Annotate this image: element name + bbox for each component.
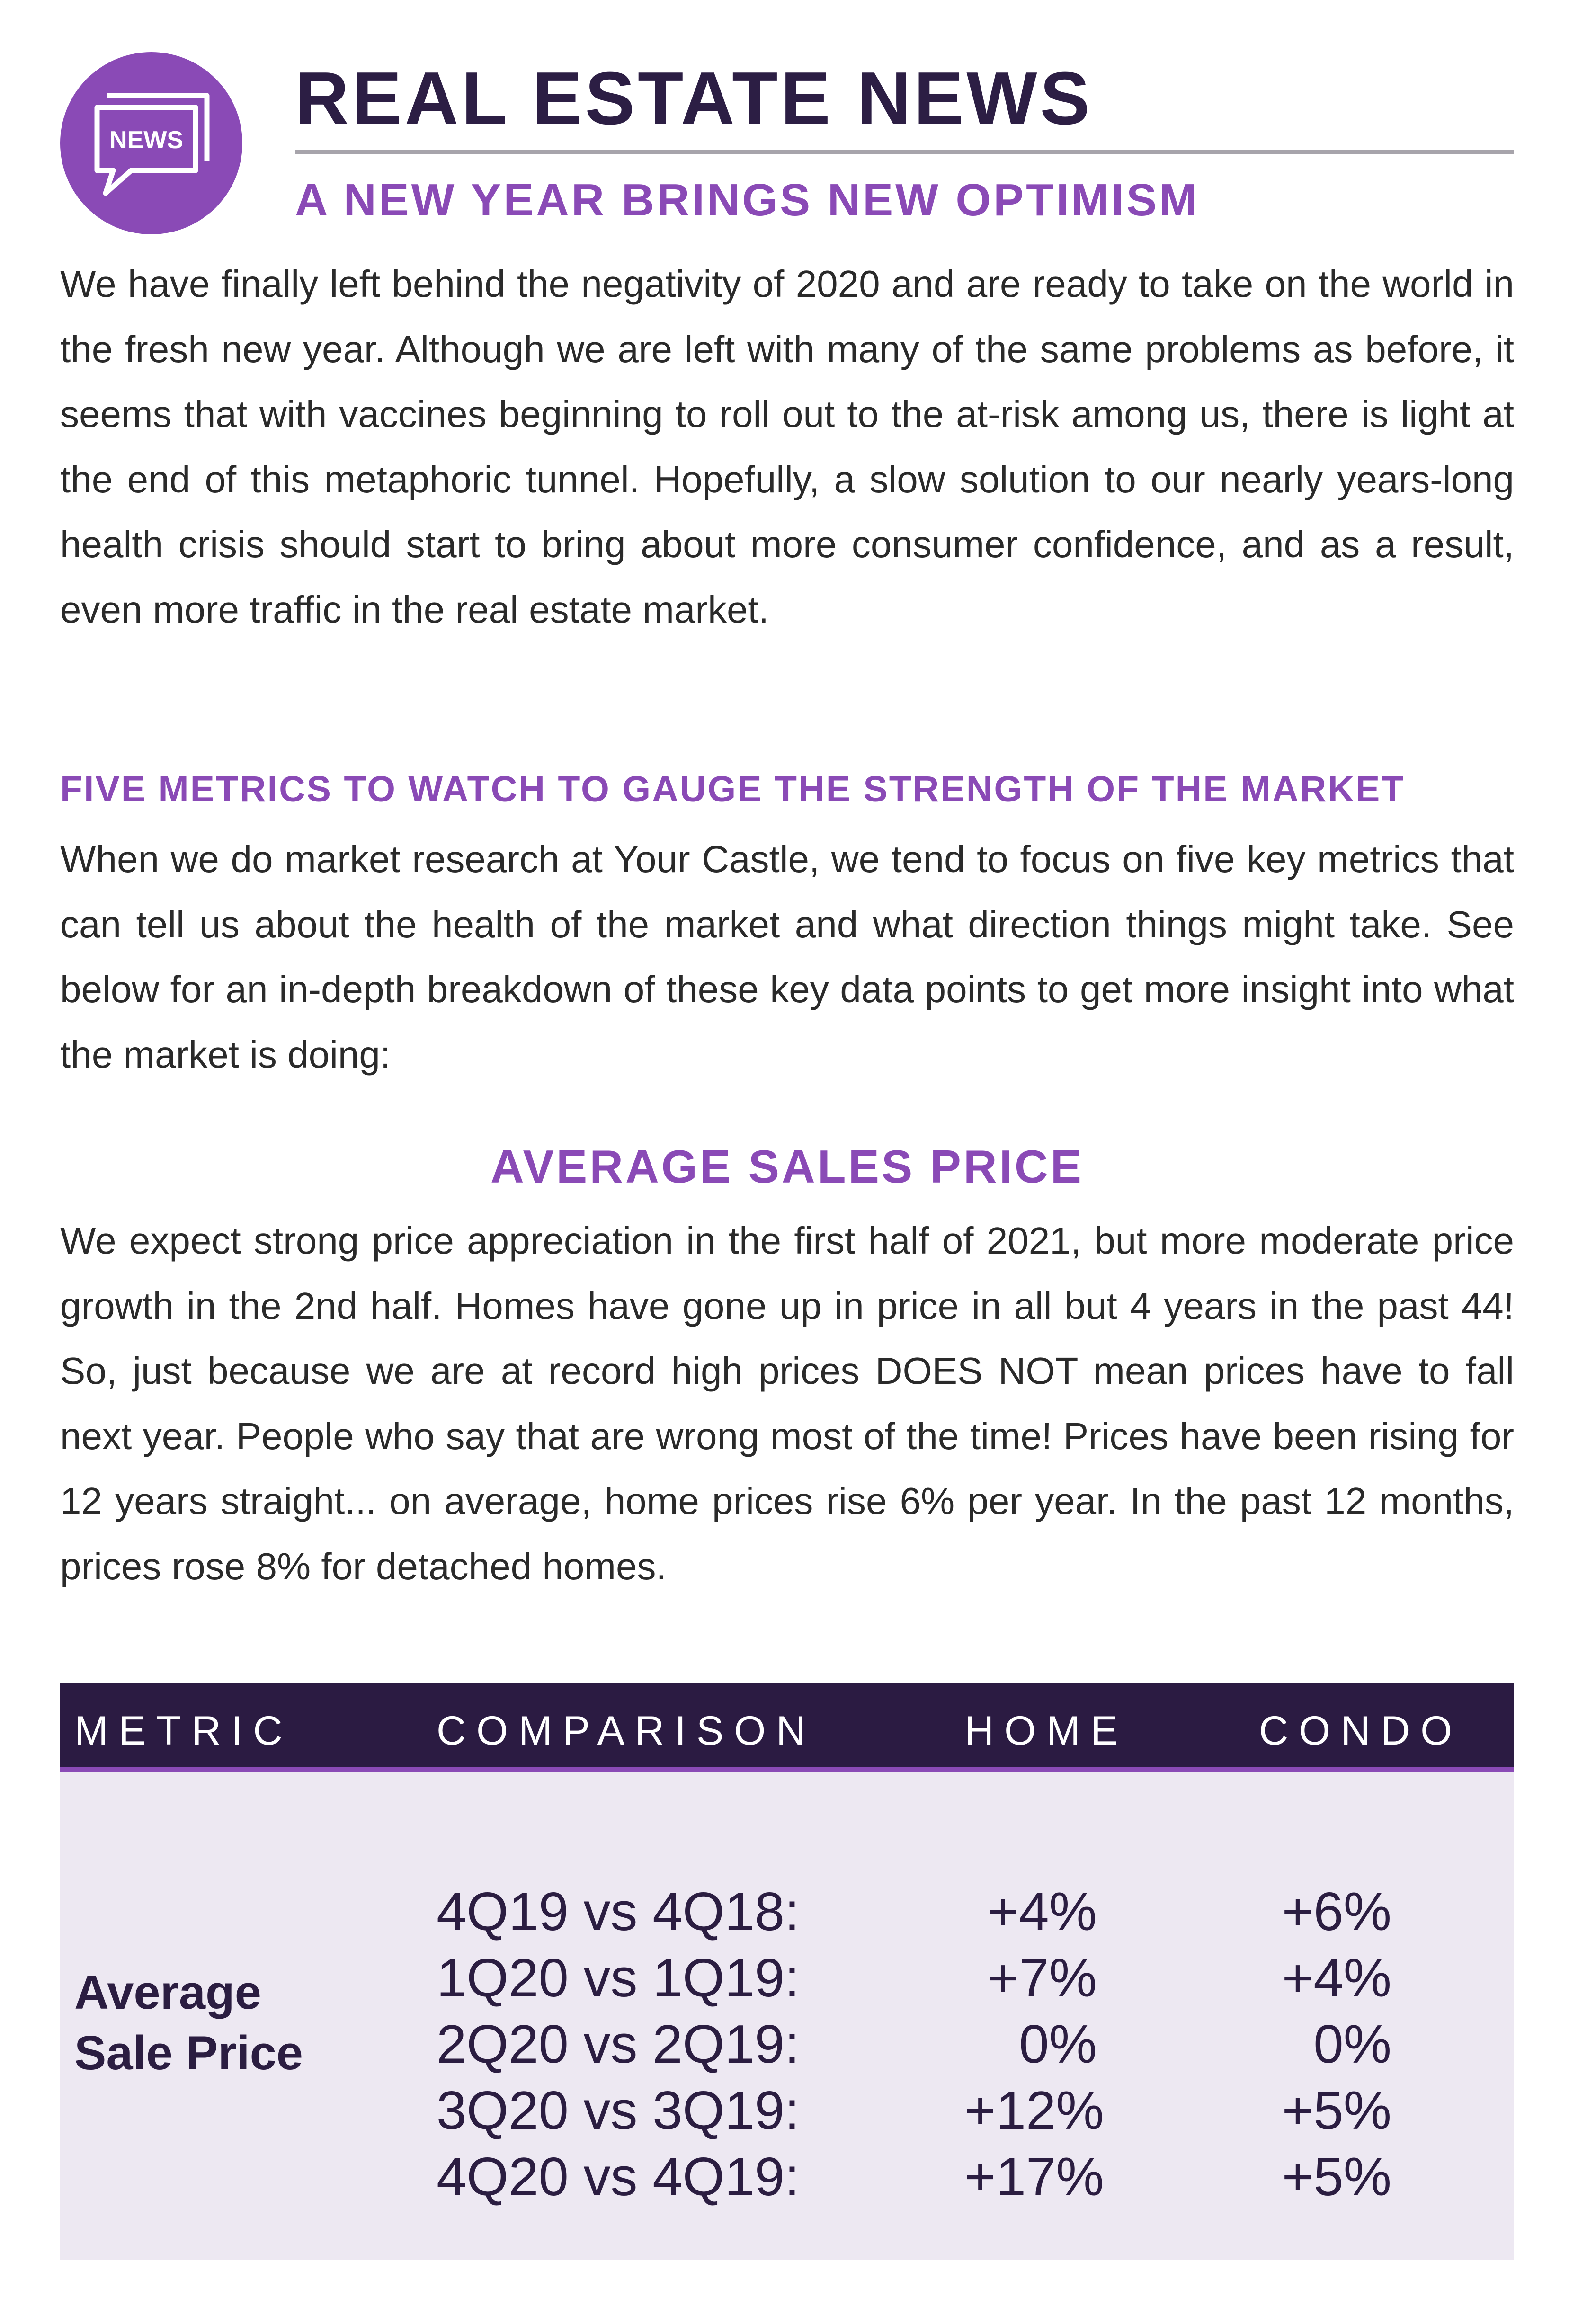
metric-label-line-2: Sale Price	[74, 2027, 303, 2080]
title-divider	[295, 150, 1514, 154]
table-row	[60, 2146, 1514, 2212]
condo-value-cell: +6%	[1282, 1882, 1391, 1942]
condo-value-cell: +4%	[1282, 1948, 1391, 2008]
comparison-cell: 4Q20 vs 4Q19:	[437, 2147, 800, 2207]
intro-paragraph: We have finally left behind the negativity of 2020 and are ready to take on the world in the fresh new year. Although we are left with many of the same problems as before, it seems that with vaccines beginning to roll out to the at-risk among us, there is light at the end of this metaphoric tunnel. Hopefully, a slow solution to our nearly years-long health crisis should start to bring about more consumer confidence, and as a result, even more traffic in the real estate market.	[60, 263, 1514, 631]
column-header-metric: METRIC	[74, 1708, 293, 1754]
home-value-cell: +17%	[964, 2147, 1104, 2207]
home-value-cell: +7%	[987, 1948, 1097, 2008]
column-header-condo: CONDO	[1259, 1708, 1463, 1754]
table-row	[60, 1947, 1514, 2013]
average-sales-price-paragraph: We expect strong price appreciation in the first half of 2021, but more moderate price growth in the 2nd half. Homes have gone up in price in all but 4 years in the past 44! So, just because we are at record high prices DOES NOT mean prices have to fall next year. People who say that are wrong most of the time! Prices have been rising for 12 years straight... on average, home prices rise 6% per year. In the past 12 months, prices rose 8% for detached homes.	[60, 1220, 1514, 1587]
comparison-cell: 4Q19 vs 4Q18:	[437, 1882, 800, 1942]
page-title: REAL ESTATE NEWS	[295, 57, 1093, 140]
table-row	[60, 2013, 1514, 2080]
table-row	[60, 1881, 1514, 1947]
news-speech-bubble-icon	[60, 52, 242, 234]
column-header-comparison: COMPARISON	[437, 1708, 816, 1754]
comparison-cell: 2Q20 vs 2Q19:	[437, 2014, 800, 2075]
metrics-table-body	[60, 1772, 1514, 2260]
news-badge-text: NEWS	[109, 126, 183, 154]
table-row	[60, 2080, 1514, 2146]
home-value-cell: +12%	[964, 2081, 1104, 2141]
metric-label-line-1: Average	[74, 1966, 261, 2019]
comparison-cell: 1Q20 vs 1Q19:	[437, 1948, 800, 2008]
article-subtitle: A NEW YEAR BRINGS NEW OPTIMISM	[295, 175, 1200, 225]
condo-value-cell: +5%	[1282, 2147, 1391, 2207]
metrics-paragraph: When we do market research at Your Castle, we tend to focus on five key metrics that can tell us about the health of the market and what direction things might take. See below for an in-depth breakdown of these key data points to get more insight into what the market is doing:	[60, 838, 1514, 1076]
home-value-cell: +4%	[987, 1882, 1097, 1942]
metrics-table-header	[60, 1683, 1514, 1772]
news-bubble-icon	[60, 52, 242, 234]
condo-value-cell: +5%	[1282, 2081, 1391, 2141]
average-sales-price-heading: AVERAGE SALES PRICE	[490, 1140, 1084, 1193]
comparison-cell: 3Q20 vs 3Q19:	[437, 2081, 800, 2141]
column-header-home: HOME	[964, 1708, 1128, 1754]
metrics-heading: FIVE METRICS TO WATCH TO GAUGE THE STRENGTH OF THE MARKET	[60, 769, 1405, 810]
home-value-cell: 0%	[1019, 2014, 1097, 2075]
condo-value-cell: 0%	[1313, 2014, 1391, 2075]
